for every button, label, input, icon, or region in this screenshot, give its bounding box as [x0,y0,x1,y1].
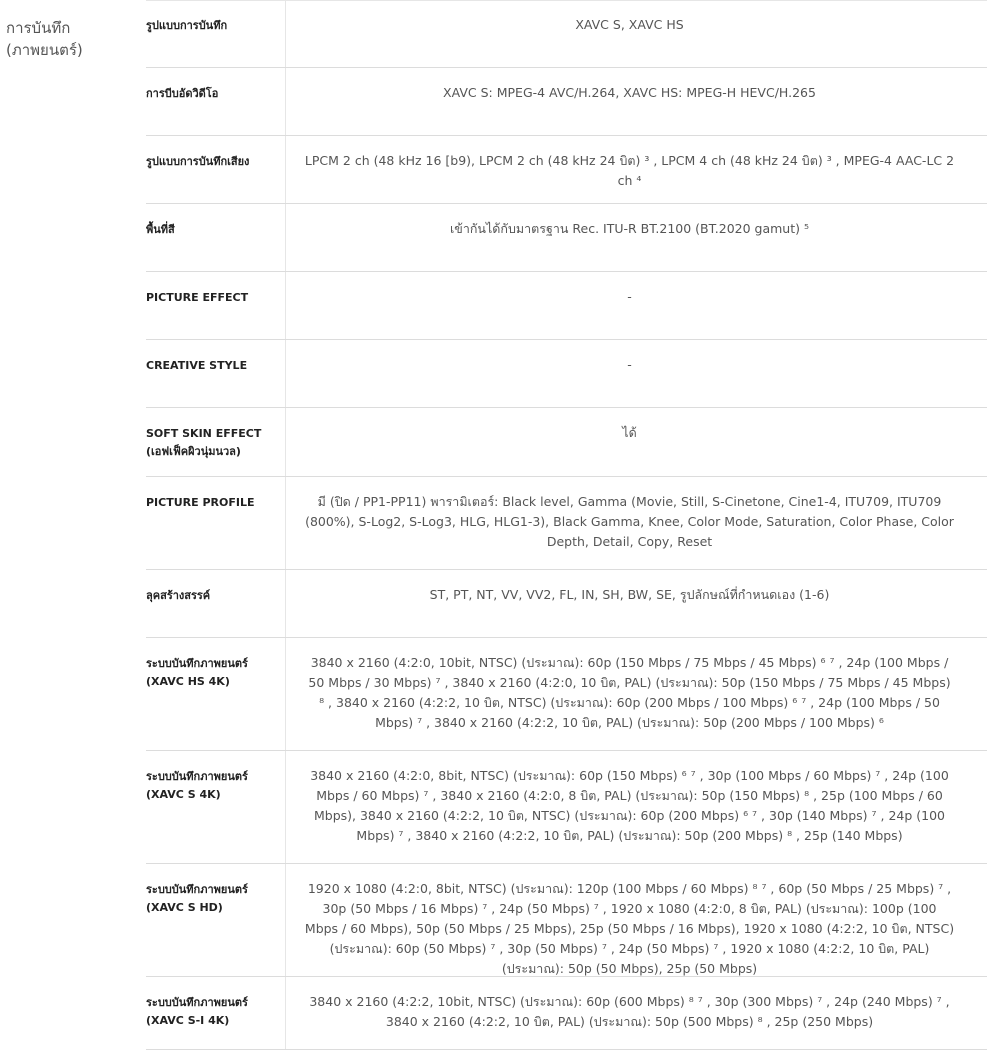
spec-row [146,751,987,864]
spec-value: 3840 x 2160 (4:2:0, 8bit, NTSC) (ประมาณ): 60p (150 Mbps) ⁶ ⁷ , 30p (100 Mbps / 60 Mbps) ⁷ , 24p (100 Mbps / 60 Mbps) ⁷ , 3840 x 2160 (4:2:0, 8 บิต, PAL) (ประมาณ): 50p (150 Mbps) ⁸ , 25p (100 Mbps / 60 Mbps), 3840 x 2160 (4:2:2, 10 บิต, NTSC) (ประมาณ): 60p (200 Mbps) ⁶ ⁷ , 30p (140 Mbps) ⁷ , 24p (100 Mbps) ⁷ , 3840 x 2160 (4:2:2, 10 บิต, PAL) (ประมาณ): 50p (200 Mbps) ⁸ , 25p (140 Mbps) [310,768,949,843]
spec-value: ได้ [622,425,637,440]
spec-label: ระบบบันทึกภาพยนตร์ (XAVC S-I 4K) [146,977,286,1049]
section-title: การบันทึก (ภาพยนตร์) [6,19,83,59]
spec-row [146,204,987,272]
spec-value: มี (ปิด / PP1-PP11) พารามิเตอร์: Black level, Gamma (Movie, Still, S-Cinetone, Cine1-4, ITU709, ITU709 (800%), S-Log2, S-Log3, HLG, HLG1-3), Black Gamma, Knee, Color Mode, Saturation, Color Phase, Color Depth, Detail, Copy, Reset [305,494,954,549]
spec-row [146,136,987,204]
spec-row [146,864,987,977]
spec-row [146,570,987,638]
spec-row [146,272,987,340]
spec-value: LPCM 2 ch (48 kHz 16 [b9), LPCM 2 ch (48 kHz 24 บิต) ³ , LPCM 4 ch (48 kHz 24 บิต) ³ , MPEG-4 AAC-LC 2 ch ⁴ [304,153,955,188]
spec-row [146,340,987,408]
spec-label: SOFT SKIN EFFECT (เอฟเฟ็คผิวนุ่มนวล) [146,408,286,476]
spec-label: ลุคสร้างสรรค์ [146,570,286,637]
spec-row [146,68,987,136]
spec-value: XAVC S, XAVC HS [575,17,684,32]
spec-label: รูปแบบการบันทึกเสียง [146,136,286,203]
spec-label: รูปแบบการบันทึก [146,0,286,67]
spec-row [146,0,987,68]
spec-label: ระบบบันทึกภาพยนตร์ (XAVC S HD) [146,864,286,976]
spec-value: 3840 x 2160 (4:2:0, 10bit, NTSC) (ประมาณ): 60p (150 Mbps / 75 Mbps / 45 Mbps) ⁶ ⁷ , 24p (100 Mbps / 50 Mbps / 30 Mbps) ⁷ , 3840 x 2160 (4:2:0, 10 บิต, PAL) (ประมาณ): 50p (150 Mbps / 75 Mbps / 45 Mbps) ⁸ , 3840 x 2160 (4:2:2, 10 บิต, NTSC) (ประมาณ): 60p (200 Mbps / 100 Mbps) ⁶ ⁷ , 24p (100 Mbps / 50 Mbps) ⁷ , 3840 x 2160 (4:2:2, 10 บิต, PAL) (ประมาณ): 50p (200 Mbps / 100 Mbps) ⁶ [308,655,951,730]
spec-row [146,408,987,477]
spec-row [146,477,987,570]
spec-label: พื้นที่สี [146,204,286,271]
spec-label: PICTURE EFFECT [146,272,286,339]
spec-value: - [627,289,632,304]
spec-label: ระบบบันทึกภาพยนตร์ (XAVC HS 4K) [146,638,286,750]
spec-row [146,638,987,751]
spec-row [146,977,987,1050]
spec-label: CREATIVE STYLE [146,340,286,407]
spec-value: 3840 x 2160 (4:2:2, 10bit, NTSC) (ประมาณ): 60p (600 Mbps) ⁸ ⁷ , 30p (300 Mbps) ⁷ , 24p (240 Mbps) ⁷ , 3840 x 2160 (4:2:2, 10 บิต, PAL) (ประมาณ): 50p (500 Mbps) ⁸ , 25p (250 Mbps) [309,994,950,1029]
spec-value: XAVC S: MPEG-4 AVC/H.264, XAVC HS: MPEG-H HEVC/H.265 [443,85,816,100]
spec-value: เข้ากันได้กับมาตรฐาน Rec. ITU-R BT.2100 (BT.2020 gamut) ⁵ [450,221,809,236]
spec-table [146,0,987,1050]
spec-value: - [627,357,632,372]
spec-label: PICTURE PROFILE [146,477,286,569]
spec-value: 1920 x 1080 (4:2:0, 8bit, NTSC) (ประมาณ): 120p (100 Mbps / 60 Mbps) ⁸ ⁷ , 60p (50 Mbps / 25 Mbps) ⁷ , 30p (50 Mbps / 16 Mbps) ⁷ , 24p (50 Mbps) ⁷ , 1920 x 1080 (4:2:0, 8 บิต, PAL) (ประมาณ): 100p (100 Mbps / 60 Mbps), 50p (50 Mbps / 25 Mbps), 25p (50 Mbps / 16 Mbps), 1920 x 1080 (4:2:2, 10 บิต, NTSC) (ประมาณ): 60p (50 Mbps) ⁷ , 30p (50 Mbps) ⁷ , 24p (50 Mbps) ⁷ , 1920 x 1080 (4:2:2, 10 บิต, PAL) (ประมาณ): 50p (50 Mbps), 25p (50 Mbps) [304,881,955,976]
spec-label: ระบบบันทึกภาพยนตร์ (XAVC S 4K) [146,751,286,863]
spec-label: การบีบอัดวิดีโอ [146,68,286,135]
spec-value: ST, PT, NT, VV, VV2, FL, IN, SH, BW, SE, รูปลักษณ์ที่กำหนดเอง (1-6) [429,587,830,602]
